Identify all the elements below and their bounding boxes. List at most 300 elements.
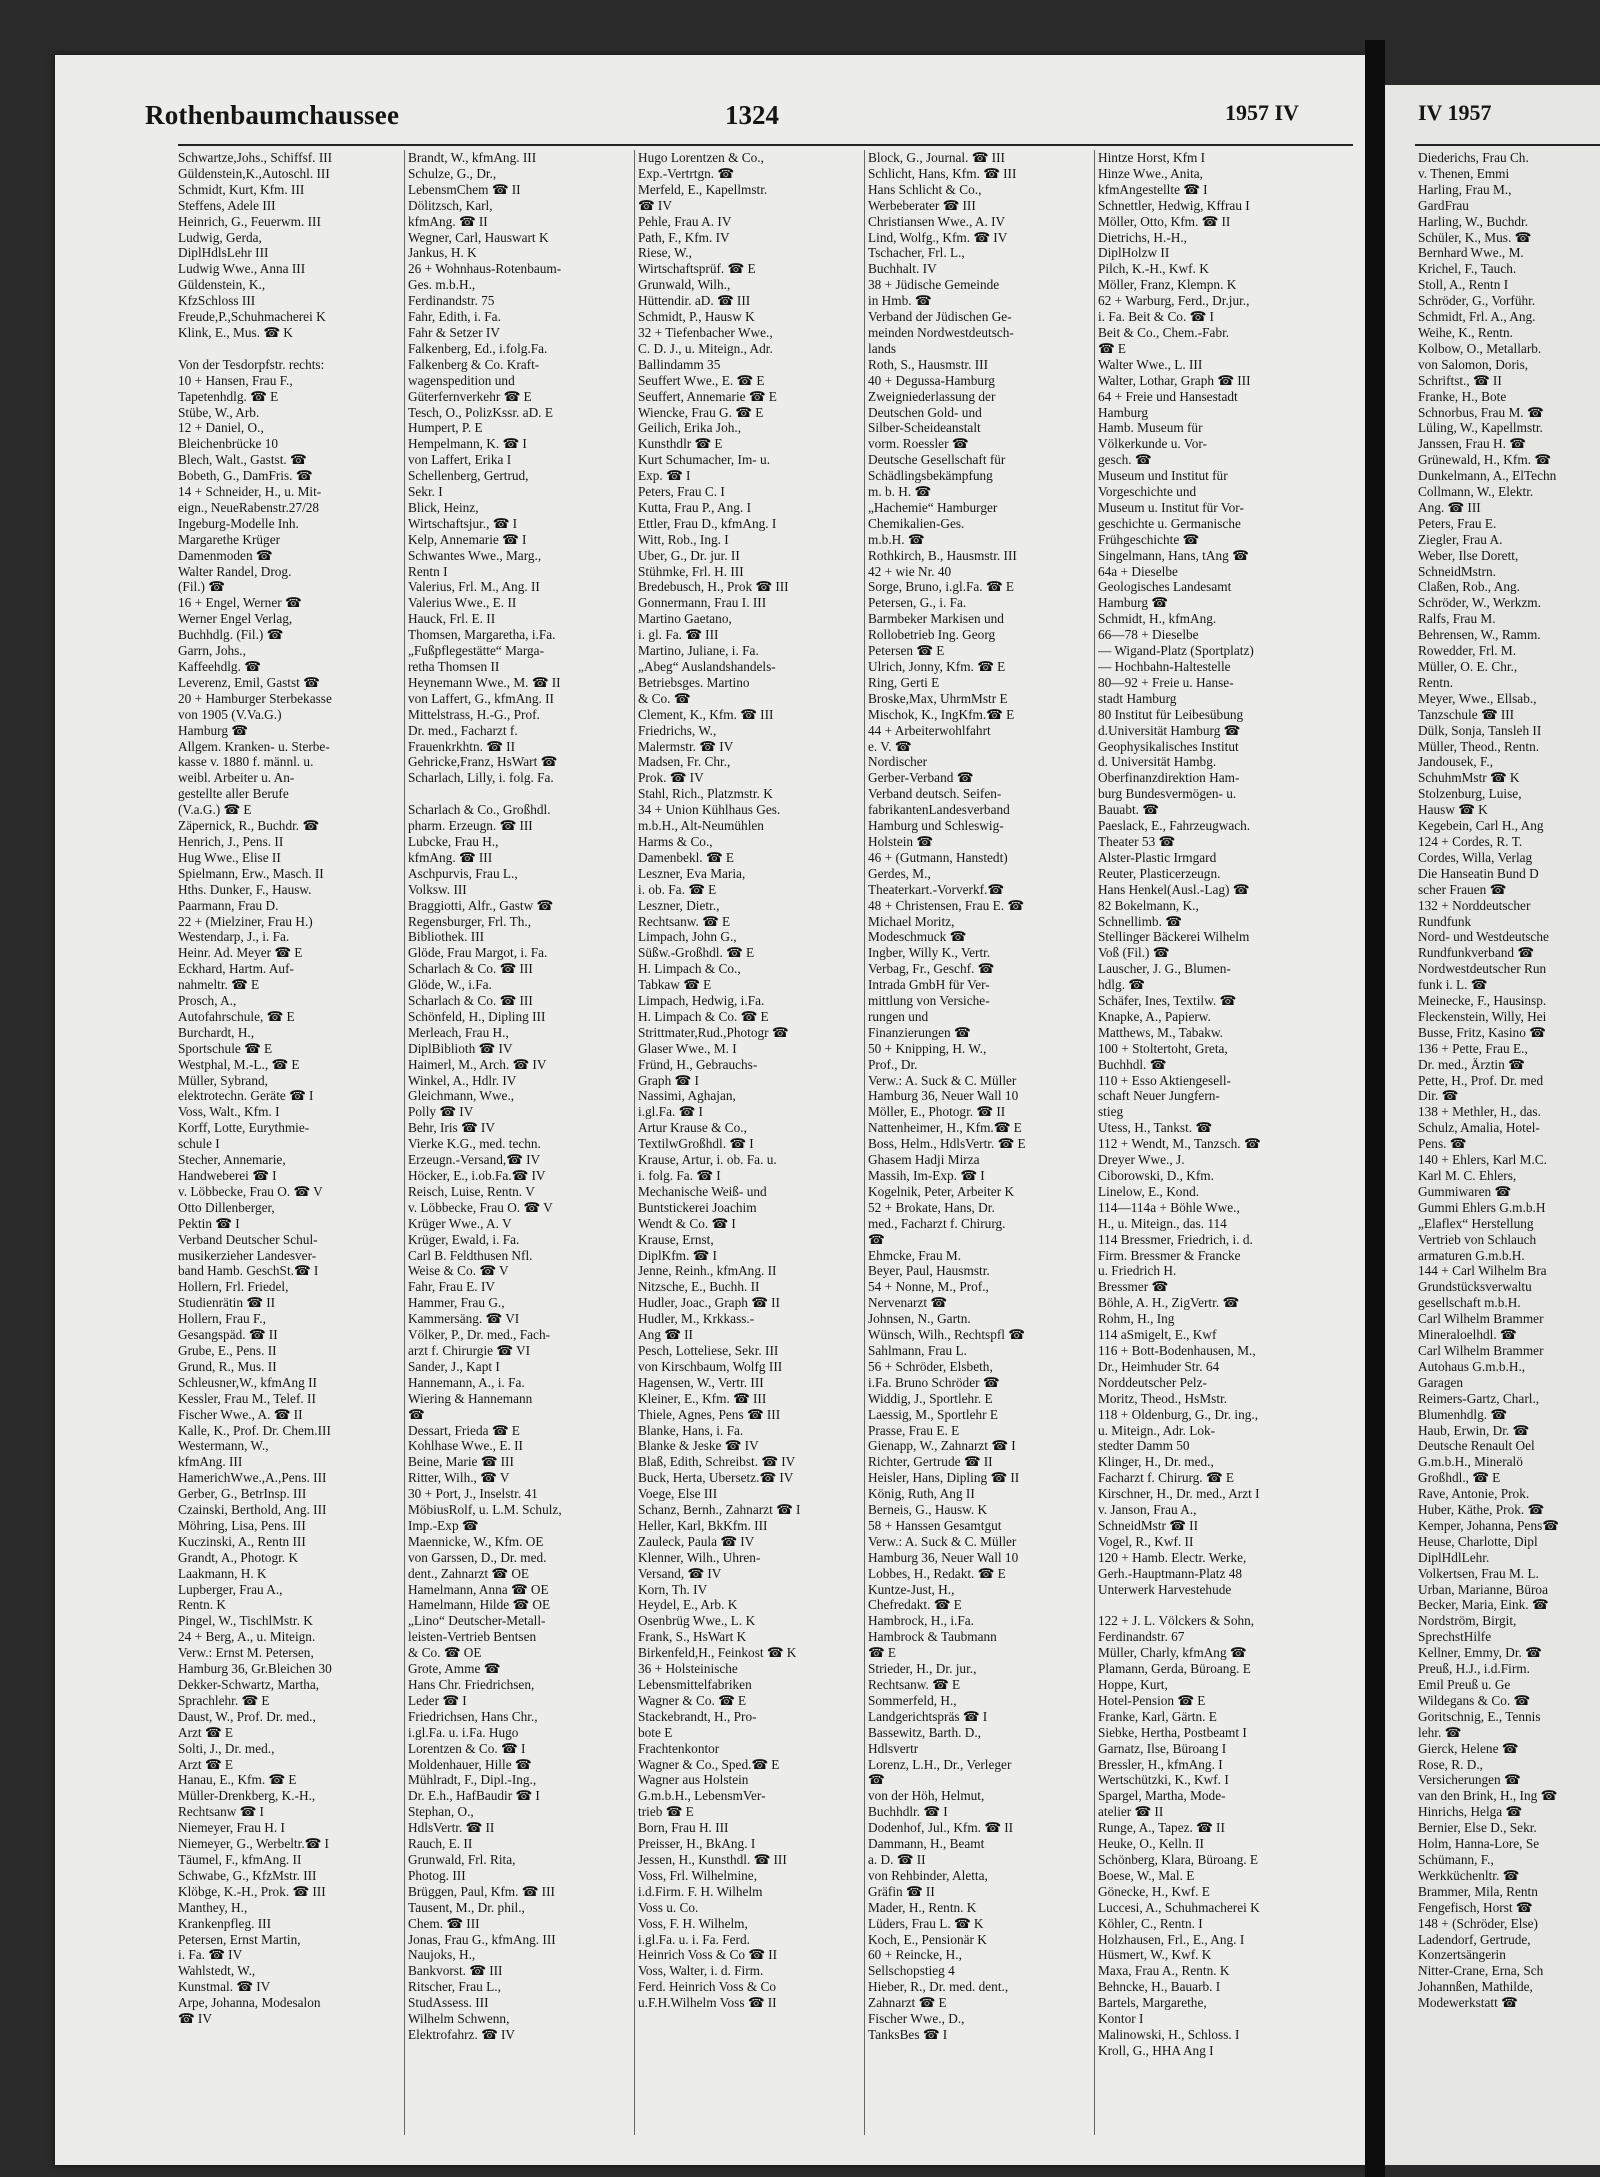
directory-entry-line: Johnsen, N., Gartn.	[868, 1311, 971, 1327]
directory-entry-line: Frauenkrkhtn. ☎ II	[408, 738, 516, 754]
directory-entry-line: Hugo Lorentzen & Co.,	[638, 150, 764, 165]
directory-entry-line: Heisler, Hans, Dipling ☎ II	[868, 1470, 1020, 1486]
directory-entry-line: Siebke, Hertha, Postbeamt I	[1098, 1724, 1247, 1740]
directory-entry-line: Firm. Bressmer & Francke	[1098, 1247, 1241, 1263]
directory-entry-line: Mühlradt, F., Dipl.-Ing.,	[408, 1772, 537, 1788]
directory-entry-line: Bassewitz, Barth. D.,	[868, 1724, 982, 1740]
directory-entry-line: Gerdes, M.,	[868, 865, 931, 881]
directory-entry-line: Hinrichs, Helga ☎	[1418, 1804, 1523, 1820]
directory-entry-line: Jessen, H., Kunsthdl. ☎ III	[638, 1851, 787, 1867]
directory-entry-line: d. Universität Hambg.	[1098, 754, 1217, 770]
directory-entry-line: Ulrich, Jonny, Kfm. ☎ E	[868, 659, 1006, 674]
directory-entry-line: Ingber, Willy K., Vertr.	[868, 945, 991, 961]
directory-entry-line: Preuß, H.J., i.d.Firm.	[1418, 1661, 1530, 1677]
directory-entry-line: Prof., Dr.	[868, 1056, 918, 1072]
directory-entry-line: 42 + wie Nr. 40	[868, 563, 952, 579]
directory-entry-line: trieb ☎ E	[638, 1804, 694, 1820]
directory-entry-line: Heydel, E., Arb. K	[638, 1597, 738, 1613]
directory-entry-line: Dr. E.h., HafBaudir ☎ I	[408, 1788, 540, 1804]
directory-entry-line: Schwartze,Johs., Schiffsf. III	[178, 150, 333, 165]
directory-entry-line: 116 + Bott-Bodenhausen, M.,	[1098, 1342, 1256, 1358]
directory-entry-line: HdlsVertr. ☎ II	[408, 1820, 495, 1836]
directory-entry-line: Blaß, Edith, Schreibst. ☎ IV	[638, 1454, 796, 1470]
directory-entry-line: Ralfs, Frau M.	[1418, 611, 1496, 627]
directory-entry-line: 114 Bressmer, Friedrich, i. d.	[1098, 1231, 1253, 1247]
directory-entry-line: i.gl.Fa. u. i.Fa. Hugo	[408, 1724, 519, 1740]
directory-entry-line: Ang. ☎ III	[1418, 499, 1481, 515]
directory-entry-line: Stecher, Annemarie,	[178, 1152, 286, 1168]
directory-entry-line: Rentn. K	[178, 1597, 227, 1613]
directory-entry-line: Rohm, H., Ing	[1098, 1311, 1175, 1327]
directory-entry-line: Hamburg 36, Neuer Wall 10	[868, 1549, 1019, 1565]
directory-entry-line: Klink, E., Mus. ☎ K	[178, 324, 293, 340]
directory-entry-line: Grube, E., Pens. II	[178, 1342, 277, 1358]
directory-entry-line: Schönberg, Klara, Büroang. E	[1098, 1851, 1259, 1867]
directory-entry-line: Vierke K.G., med. techn.	[408, 1136, 541, 1152]
directory-entry-line: Stephan, O.,	[408, 1804, 474, 1820]
directory-entry-line: Finanzierungen ☎	[868, 1024, 971, 1040]
directory-entry-line: hdlg. ☎	[1098, 977, 1145, 993]
directory-entry-line: Rentn.	[1418, 674, 1454, 690]
directory-entry-line: Garnatz, Ilse, Büroang I	[1098, 1740, 1227, 1756]
directory-entry-line: 80 Institut für Leibesübung	[1098, 706, 1244, 722]
directory-entry-line: Boese, W., Mal. E	[1098, 1867, 1195, 1883]
directory-entry-line: Fahr, Edith, i. Fa.	[408, 309, 501, 325]
directory-entry-line: 136 + Pette, Frau E.,	[1418, 1040, 1528, 1056]
directory-entry-line: Krause, Artur, i. ob. Fa. u.	[638, 1152, 777, 1168]
directory-entry-line: Heinrich Voss & Co ☎ II	[638, 1947, 778, 1963]
directory-entry-line: 60 + Reincke, H.,	[868, 1947, 962, 1963]
directory-entry-line: u. Miteign., Adr. Lok-	[1098, 1422, 1216, 1438]
directory-entry-line: Museum und Institut für	[1098, 468, 1228, 484]
directory-entry-line: Tausent, M., Dr. phil.,	[408, 1899, 525, 1915]
directory-entry-line: Franke, H., Bote	[1418, 388, 1507, 404]
directory-entry-line: wagenspedition und	[408, 372, 515, 388]
directory-entry-line: Hdlsvertr	[868, 1740, 919, 1756]
directory-entry-line: atelier ☎ II	[1098, 1804, 1164, 1820]
directory-entry-line: Bressmer ☎	[1098, 1279, 1169, 1295]
directory-entry-line: Kroll, G., HHA Ang I	[1098, 2042, 1214, 2058]
directory-entry-line: Niemeyer, G., Werbeltr.☎ I	[178, 1836, 329, 1852]
directory-entry-line: eign., NeueRabenstr.27/28	[178, 499, 320, 515]
directory-entry-line: v. Thenen, Emmi	[1418, 165, 1510, 181]
directory-entry-line: Kutta, Frau P., Ang. I	[638, 499, 752, 515]
directory-entry-line: Paarmann, Frau D.	[178, 897, 279, 913]
directory-entry-line: Hamburg ☎	[178, 722, 248, 738]
directory-entry-line: Luccesi, A., Schuhmacherei K	[1098, 1899, 1260, 1915]
directory-entry-line: dent., Zahnarzt ☎ OE	[408, 1565, 530, 1581]
directory-entry-line: Kegebein, Carl H., Ang	[1418, 818, 1544, 834]
directory-entry-line: 114—114a + Böhle Wwe.,	[1098, 1199, 1240, 1215]
directory-entry-line: Ferdinandstr. 67	[1098, 1629, 1185, 1645]
directory-entry-line: Großhdl., ☎ E	[1418, 1470, 1501, 1486]
directory-entry-line: Sommerfeld, H.,	[868, 1692, 957, 1708]
directory-entry-line: 26 + Wohnhaus-Rotenbaum-	[408, 261, 562, 277]
directory-entry-line: Singelmann, Hans, tAng ☎	[1098, 547, 1249, 563]
directory-entry-line: Hans Henkel(Ausl.-Lag) ☎	[1098, 881, 1250, 897]
directory-entry-line: Voege, Else III	[638, 1486, 718, 1502]
directory-entry-line: Rauch, E. II	[408, 1836, 473, 1852]
directory-entry-line: Czainski, Berthold, Ang. III	[178, 1502, 327, 1518]
directory-entry-line: Scharlach & Co. ☎ III	[408, 961, 533, 977]
directory-entry-line: Höcker, E., i.ob.Fa.☎ IV	[408, 1168, 546, 1183]
directory-entry-line: Schulz, Amalia, Hotel-	[1418, 1120, 1540, 1136]
directory-entry-line: Dr. med., Ärztin ☎	[1418, 1056, 1525, 1072]
directory-entry-line: Glöde, Frau Margot, i. Fa.	[408, 945, 548, 961]
directory-entry-line: Wirtschaftsjur., ☎ I	[408, 515, 518, 531]
directory-entry-line: Schanz, Bernh., Zahnarzt ☎ I	[638, 1502, 801, 1518]
directory-entry-line: Kessler, Frau M., Telef. II	[178, 1390, 316, 1406]
directory-entry-line: Becker, Maria, Eink. ☎	[1418, 1597, 1549, 1613]
directory-entry-line: 138 + Methler, H., das.	[1418, 1104, 1541, 1120]
directory-entry-line: Heynemann Wwe., M. ☎ II	[408, 674, 561, 690]
directory-entry-line: Rose, R. D.,	[1418, 1756, 1484, 1772]
directory-entry-line: (V.a.G.) ☎ E	[178, 802, 252, 818]
directory-entry-line: d.Universität Hamburg ☎	[1098, 722, 1241, 738]
directory-entry-line: Bleichenbrücke 10	[178, 436, 279, 452]
directory-entry-line: Heinrich, G., Feuerwm. III	[178, 213, 321, 229]
directory-entry-line: Grunwald, Frl. Rita,	[408, 1851, 516, 1867]
directory-entry-line: Kleiner, E., Kfm. ☎ III	[638, 1390, 767, 1406]
directory-entry-line: Pesch, Lotteliese, Sekr. III	[638, 1342, 779, 1358]
directory-entry-line: von Kirschbaum, Wolfg III	[638, 1358, 783, 1374]
directory-entry-line: i. Fa. Beit & Co. ☎ I	[1098, 309, 1214, 325]
directory-entry-line: 16 + Engel, Werner ☎	[178, 595, 302, 611]
directory-entry-line: Gleichmann, Wwe.,	[408, 1088, 515, 1104]
directory-entry-line: m. b. H. ☎	[868, 484, 932, 500]
directory-entry-line: Pehle, Frau A. IV	[638, 213, 732, 229]
directory-entry-line: Matthews, M., Tabakw.	[1098, 1024, 1224, 1040]
directory-entry-line: Peters, Frau C. I	[638, 484, 725, 500]
directory-entry-line: bote E	[638, 1724, 673, 1740]
directory-entry-line: Arzt ☎ E	[178, 1756, 233, 1772]
directory-entry-line: Friedrichs, W.,	[638, 722, 717, 738]
directory-entry-line: 122 + J. L. Völckers & Sohn,	[1098, 1613, 1255, 1629]
directory-entry-line: nahmeltr. ☎ E	[178, 977, 260, 993]
directory-entry-line: Kohlhase Wwe., E. II	[408, 1438, 523, 1454]
directory-entry-line: Michael Moritz,	[868, 913, 955, 929]
directory-entry-line: Nassimi, Aghajan,	[638, 1088, 736, 1104]
volume-year: 1957 IV	[1225, 100, 1299, 125]
directory-entry-line: Stackebrandt, H., Pro-	[638, 1708, 757, 1724]
directory-entry-line: Wahlstedt, W.,	[178, 1963, 256, 1979]
directory-entry-line: Schwantes Wwe., Marg.,	[408, 547, 542, 563]
directory-entry-line: Tschacher, Frl. L.,	[868, 245, 965, 261]
directory-entry-line: Geologisches Landesamt	[1098, 579, 1232, 595]
directory-entry-line: Mechanische Weiß- und	[638, 1183, 767, 1199]
directory-entry-line: Karl M. C. Ehlers,	[1418, 1168, 1517, 1183]
directory-entry-line: Norddeutscher Pelz-	[1098, 1374, 1207, 1390]
directory-entry-line: Behrensen, W., Ramm.	[1418, 627, 1541, 643]
column-next-page	[1418, 150, 1600, 2135]
directory-entry-line: Meinecke, F., Hausinsp.	[1418, 993, 1547, 1009]
directory-entry-line: Mineraloelhdl. ☎	[1418, 1327, 1517, 1343]
directory-entry-line: GardFrau	[1418, 197, 1469, 213]
directory-entry-line: Merleach, Frau H.,	[408, 1024, 509, 1040]
directory-entry-line: Path, F., Kfm. IV	[638, 229, 730, 245]
directory-entry-line: Knapke, A., Papierw.	[1098, 1008, 1211, 1024]
directory-entry-line: Westermann, W.,	[178, 1438, 269, 1454]
directory-entry-line: 14 + Schneider, H., u. Mit-	[178, 484, 322, 500]
directory-entry-line: Krause, Ernst,	[638, 1231, 714, 1247]
directory-entry-line: DiplKfm. ☎ I	[638, 1247, 717, 1263]
directory-entry-line: Krankenpfleg. III	[178, 1915, 272, 1931]
directory-entry-line: Völkerkunde u. Vor-	[1098, 436, 1207, 452]
directory-entry-line: Süßw.-Großhdl. ☎ E	[638, 945, 755, 961]
directory-entry-line: Carl B. Feldthusen Nfl.	[408, 1247, 533, 1263]
column-divider	[404, 150, 405, 2135]
directory-entry-line: 132 + Norddeutscher	[1418, 897, 1531, 913]
directory-entry-line: Museum u. Institut für Vor-	[1098, 499, 1244, 515]
directory-entry-line: Grandt, A., Photogr. K	[178, 1549, 299, 1565]
directory-entry-line: Madsen, Fr. Chr.,	[638, 754, 731, 770]
directory-entry-line: 10 + Hansen, Frau F.,	[178, 372, 293, 388]
directory-entry-line: Fründ, H., Gebrauchs-	[638, 1056, 758, 1072]
directory-entry-line: Elektrofahrz. ☎ IV	[408, 2026, 516, 2042]
directory-entry-line: Seuffert Wwe., E. ☎ E	[638, 372, 765, 388]
directory-entry-line: Beyer, Paul, Hausmstr.	[868, 1263, 990, 1279]
directory-entry-line: Behncke, H., Bauarb. I	[1098, 1979, 1221, 1995]
directory-entry-line: Osenbrüg Wwe., L. K	[638, 1613, 756, 1629]
directory-entry-line: Thomsen, Margaretha, i.Fa.	[408, 627, 556, 643]
directory-entry-line: Hollern, Frau F.,	[178, 1311, 266, 1327]
directory-entry-line: Hagensen, W., Vertr. III	[638, 1374, 764, 1390]
directory-entry-line: Schümann, F.,	[1418, 1851, 1494, 1867]
directory-entry-line: Malermstr. ☎ IV	[638, 738, 734, 754]
directory-entry-line: „Elaflex“ Herstellung	[1418, 1215, 1534, 1231]
directory-entry-line: Ballindamm 35	[638, 356, 721, 372]
directory-entry-line: Stühmke, Frl. H. III	[638, 563, 744, 579]
directory-entry-line: Hammer, Frau G.,	[408, 1295, 505, 1311]
directory-entry-line: Haimerl, M., Arch. ☎ IV	[408, 1056, 547, 1072]
directory-entry-line: vorm. Roessler ☎	[868, 436, 969, 452]
directory-entry-line: Facharzt f. Chirurg. ☎ E	[1098, 1470, 1234, 1486]
directory-entry-line: Rollobetrieb Ing. Georg	[868, 627, 996, 643]
directory-entry-line: Deutschen Gold- und	[868, 404, 982, 420]
directory-entry-line: Grund, R., Mus. II	[178, 1358, 277, 1374]
directory-entry-line: Schmidt, Frl. A., Ang.	[1418, 309, 1536, 325]
directory-entry-line: Harling, Frau M.,	[1418, 181, 1512, 197]
directory-entry-line: Leder ☎ I	[408, 1692, 467, 1708]
directory-entry-line: Lorentzen & Co. ☎ I	[408, 1740, 526, 1756]
column-3	[638, 150, 860, 2135]
directory-entry-line: DiplHdlsLehr III	[178, 245, 269, 261]
directory-entry-line: Ziegler, Frau A.	[1418, 531, 1503, 547]
directory-entry-line: von Garssen, D., Dr. med.	[408, 1549, 547, 1565]
directory-entry-line: Voss, Frl. Wilhelmine,	[638, 1867, 758, 1883]
directory-entry-line: 50 + Knipping, H. W.,	[868, 1040, 987, 1056]
directory-entry-line: Hths. Dunker, F., Hausw.	[178, 881, 312, 897]
directory-entry-line: Nitzsche, E., Buchh. II	[638, 1279, 760, 1295]
directory-entry-line: Fleckenstein, Willy, Hei	[1418, 1008, 1547, 1024]
directory-entry-line: Klöbge, K.-H., Prok. ☎ III	[178, 1883, 326, 1899]
column-5	[1098, 150, 1320, 2135]
directory-entry-line: Gräfin ☎ II	[868, 1883, 935, 1899]
directory-entry-line: Deutsche Renault Oel	[1418, 1438, 1535, 1454]
directory-entry-line: Autohaus G.m.b.H.,	[1418, 1358, 1526, 1374]
directory-entry-line: Moldenhauer, Hille ☎	[408, 1756, 532, 1772]
directory-entry-line: Lorenz, L.H., Dr., Verleger	[868, 1756, 1012, 1772]
directory-entry-line: Dodenhof, Jul., Kfm. ☎ II	[868, 1820, 1014, 1836]
directory-entry-line: Pens. ☎	[1418, 1136, 1467, 1152]
directory-entry-line: i. ob. Fa. ☎ E	[638, 881, 717, 897]
directory-entry-line: Arzt ☎ E	[178, 1724, 233, 1740]
directory-entry-line: SchuhmMstr ☎ K	[1418, 770, 1520, 786]
directory-entry-line: Klinger, H., Dr. med.,	[1098, 1454, 1214, 1470]
directory-entry-line: MöbiusRolf, u. L.M. Schulz,	[408, 1502, 562, 1518]
directory-entry-line: H. Limpach & Co.,	[638, 961, 741, 977]
directory-entry-line: i.gl.Fa. u. i. Fa. Ferd.	[638, 1931, 750, 1947]
directory-entry-line: Dr., Heimhuder Str. 64	[1098, 1358, 1220, 1374]
directory-entry-line: Verw.: Ernst M. Petersen,	[178, 1645, 314, 1661]
column-2	[408, 150, 630, 2135]
directory-entry-line: Schmidt, H., kfmAng.	[1098, 611, 1217, 627]
directory-entry-line: Artur Krause & Co.,	[638, 1120, 747, 1136]
directory-entry-line: Voss, F. H. Wilhelm,	[638, 1915, 748, 1931]
directory-entry-line: Clement, K., Kfm. ☎ III	[638, 706, 774, 722]
directory-entry-line: Kammersäng. ☎ VI	[408, 1311, 520, 1327]
directory-entry-line: Hans Schlicht & Co.,	[868, 181, 982, 197]
directory-entry-line: Werkküchenltr. ☎	[1418, 1867, 1520, 1883]
directory-entry-line: Preisser, H., BkAng. I	[638, 1836, 756, 1852]
directory-entry-line: Theaterkart.-Vorverkf.☎	[868, 881, 1004, 897]
directory-entry-line: Nattenheimer, H., Kfm.☎ E	[868, 1120, 1022, 1136]
directory-entry-line: mittlung von Versiche-	[868, 993, 990, 1009]
header-rule	[178, 144, 1353, 146]
directory-entry-line: Moritz, Theod., HsMstr.	[1098, 1390, 1228, 1406]
directory-entry-line: Weise & Co. ☎ V	[408, 1263, 509, 1279]
directory-entry-line: Kalle, K., Prof. Dr. Chem.III	[178, 1422, 331, 1438]
directory-entry-line: Werner Engel Verlag,	[178, 611, 293, 627]
directory-entry-line: Chemikalien-Ges.	[868, 515, 965, 531]
directory-entry-line: a. D. ☎ II	[868, 1851, 926, 1867]
header-rule-next-page	[1415, 144, 1600, 146]
directory-entry-line: Heinr. Ad. Meyer ☎ E	[178, 945, 303, 961]
directory-entry-line: DiplHdlLehr.	[1418, 1549, 1490, 1565]
directory-entry-line: Vogel, R., Kwf. II	[1098, 1533, 1194, 1549]
directory-entry-line: C. D. J., u. Miteign., Adr.	[638, 340, 773, 356]
directory-entry-line: Versicherungen ☎	[1418, 1772, 1521, 1788]
directory-entry-line: Seuffert, Annemarie ☎ E	[638, 388, 777, 404]
directory-entry-line: Plamann, Gerda, Büroang. E	[1098, 1661, 1251, 1677]
directory-entry-line: H. Limpach & Co. ☎ E	[638, 1008, 769, 1024]
directory-entry-line: „Hachemie“ Hamburger	[868, 499, 998, 515]
directory-entry-line: Urban, Marianne, Büroa	[1418, 1581, 1548, 1597]
directory-entry-line: Rave, Antonie, Prok.	[1418, 1486, 1530, 1502]
directory-entry-line: Aschpurvis, Frau L.,	[408, 865, 518, 881]
directory-entry-line: Krüger, Ewald, i. Fa.	[408, 1231, 520, 1247]
directory-entry-line: lands	[868, 340, 897, 356]
directory-entry-line: burg Bundesvermögen- u.	[1098, 786, 1237, 802]
directory-entry-line: 58 + Hanssen Gesamtgut	[868, 1517, 1002, 1533]
street-header: Rothenbaumchaussee	[145, 100, 400, 130]
directory-entry-line: Blech, Walt., Gastst. ☎	[178, 452, 307, 468]
directory-entry-line: DiplBiblioth ☎ IV	[408, 1040, 513, 1056]
directory-entry-line: ☎ E	[1098, 340, 1127, 356]
directory-entry-line: v. Janson, Frau A.,	[1098, 1502, 1197, 1518]
directory-entry-line: Weber, Ilse Dorett,	[1418, 547, 1519, 563]
directory-entry-line: schaft Neuer Jungfern-	[1098, 1088, 1220, 1104]
directory-entry-line: Thiele, Agnes, Pens ☎ III	[638, 1406, 781, 1422]
directory-entry-line: Mischok, K., IngKfm.☎ E	[868, 706, 1015, 722]
directory-entry-line: Damenbekl. ☎ E	[638, 849, 734, 865]
directory-entry-line: Stolzenburg, Luise,	[1418, 786, 1522, 802]
directory-entry-line: stedter Damm 50	[1098, 1438, 1190, 1454]
directory-entry-line: Holzhausen, Frl., E., Ang. I	[1098, 1931, 1245, 1947]
directory-entry-line: Nord- und Westdeutsche	[1418, 929, 1549, 945]
directory-entry-line: Die Hanseatin Bund D	[1418, 865, 1539, 881]
directory-entry-line: 36 + Holsteinische	[638, 1661, 738, 1677]
directory-entry-line: Hamelmann, Hilde ☎ OE	[408, 1597, 551, 1613]
directory-entry-line: Falkenberg, Ed., i.folg.Fa.	[408, 340, 548, 356]
directory-entry-line: von Laffert, Erika I	[408, 452, 512, 468]
directory-entry-line: Ettler, Frau D., kfmAng. I	[638, 515, 777, 531]
directory-entry-line: Kelp, Annemarie ☎ I	[408, 531, 527, 547]
directory-entry-line: meinden Nordwestdeutsch-	[868, 324, 1014, 340]
directory-entry-line: Schlicht, Hans, Kfm. ☎ III	[868, 165, 1017, 181]
directory-entry-line: Graph ☎ I	[638, 1072, 699, 1088]
directory-entry-line: Limpach, Hedwig, i.Fa.	[638, 993, 765, 1009]
directory-entry-line: Schröder, W., Werkzm.	[1418, 595, 1541, 611]
directory-entry-line: Glöde, W., i.Fa.	[408, 977, 492, 993]
directory-entry-line: Müller, Theod., Rentn.	[1418, 738, 1540, 754]
directory-entry-line: Maennicke, W., Kfm. OE	[408, 1533, 544, 1549]
directory-entry-line: Schwabe, G., KfzMstr. III	[178, 1867, 317, 1883]
directory-entry-line: Hempelmann, K. ☎ I	[408, 436, 527, 452]
directory-entry-line: Ludwig, Gerda,	[178, 229, 262, 245]
directory-entry-line: Chefredakt. ☎ E	[868, 1597, 962, 1613]
directory-entry-line: Hamburg 36, Neuer Wall 10	[868, 1088, 1019, 1104]
directory-entry-line: Ritscher, Frau L.,	[408, 1979, 501, 1995]
directory-entry-line: Sorge, Bruno, i.gl.Fa. ☎ E	[868, 579, 1014, 595]
directory-entry-line: Christiansen Wwe., A. IV	[868, 213, 1006, 229]
directory-entry-line: Spielmann, Erw., Masch. II	[178, 865, 324, 881]
directory-entry-line: Claßen, Rob., Ang.	[1418, 579, 1520, 595]
directory-entry-line: Intrada GmbH für Ver-	[868, 977, 990, 993]
directory-entry-line: Krichel, F., Tauch.	[1418, 261, 1517, 277]
directory-entry-line: Müller, O. E. Chr.,	[1418, 659, 1518, 674]
directory-entry-line: Frank, S., HsWart K	[638, 1629, 747, 1645]
directory-entry-line: Lind, Wolfg., Kfm. ☎ IV	[868, 229, 1008, 245]
directory-entry-line: Versand, ☎ IV	[638, 1565, 722, 1581]
directory-entry-line: Goritschnig, E., Tennis	[1418, 1708, 1541, 1724]
directory-entry-line: Hambrock & Taubmann	[868, 1629, 997, 1645]
directory-entry-line: Theater 53 ☎	[1098, 833, 1176, 849]
directory-entry-line: schule I	[178, 1136, 220, 1152]
directory-entry-line: Blanke & Jeske ☎ IV	[638, 1438, 759, 1454]
directory-entry-line: ☎	[868, 1231, 885, 1247]
directory-entry-line: Rothkirch, B., Hausmstr. III	[868, 547, 1017, 563]
directory-entry-line: Janssen, Frau H. ☎	[1418, 436, 1526, 452]
directory-entry-line: Arpe, Johanna, Modesalon	[178, 1995, 321, 2011]
directory-entry-line: Meyer, Wwe., Ellsab.,	[1418, 690, 1537, 706]
directory-entry-line: Kirschner, H., Dr. med., Arzt I	[1098, 1486, 1260, 1502]
directory-entry-line: SprechstHilfe	[1418, 1629, 1492, 1645]
directory-entry-line: e. V. ☎	[868, 738, 912, 754]
column-divider	[634, 150, 635, 2135]
directory-entry-line: 54 + Nonne, M., Prof.,	[868, 1279, 989, 1295]
directory-entry-line: m.b.H., Alt-Neumühlen	[638, 818, 764, 834]
directory-entry-line: fabrikantenLandesverband	[868, 802, 1010, 818]
directory-entry-line: Steffens, Adele III	[178, 197, 276, 213]
directory-entry-line: Rentn I	[408, 563, 448, 579]
column-4	[868, 150, 1090, 2135]
directory-entry-line: Tabkaw ☎ E	[638, 977, 712, 993]
directory-entry-line: Busse, Fritz, Kasino ☎	[1418, 1024, 1546, 1040]
directory-entry-line: Sprachlehr. ☎ E	[178, 1692, 270, 1708]
directory-entry-line: Rundfunk	[1418, 913, 1472, 929]
next-page-volume-year: IV 1957	[1418, 100, 1492, 125]
